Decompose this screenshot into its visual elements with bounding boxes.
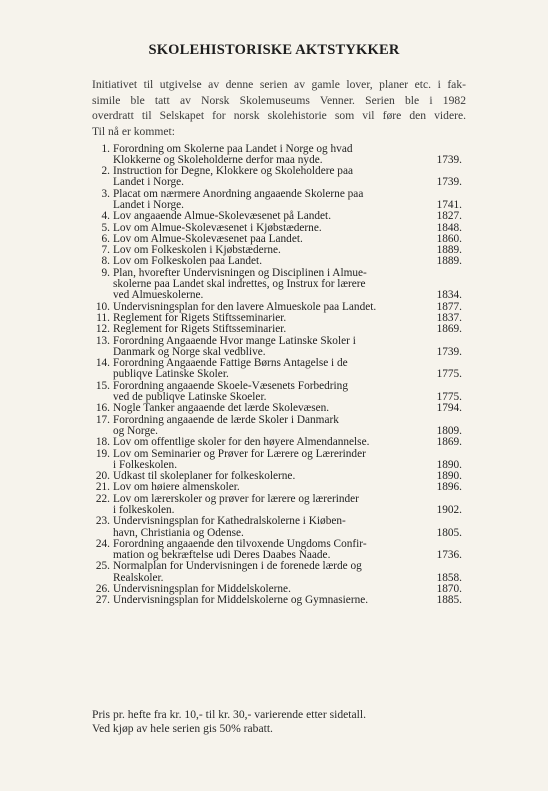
item-year: 1794. — [436, 402, 462, 415]
item-title — [113, 324, 418, 335]
item-title-line: Realskoler. — [113, 571, 164, 584]
item-number: 1. — [101, 142, 110, 155]
item-year: 1869. — [436, 323, 462, 336]
list-item — [92, 437, 464, 448]
item-number: 3. — [101, 187, 110, 200]
item-title-line: Reglement for Rigets Stiftsseminarier. — [113, 311, 287, 324]
item-title-line: Lov om Almue-Skolevæsenet i Kjøbstæderne. — [113, 221, 322, 234]
item-title-line: Nogle Tanker angaaende det lærde Skolevæsen. — [113, 402, 330, 415]
item-title-line: ved de publiqve Latinske Skoeler. — [113, 391, 267, 404]
item-title-line: Undervisningsplan for den lavere Almueskole paa Landet. — [113, 300, 377, 313]
item-title — [113, 268, 418, 302]
item-year: 1827. — [436, 210, 462, 223]
item-year: 1860. — [436, 232, 462, 245]
intro-line: overdratt til Selskapet for norsk skolehistorie som vil føre den videre. — [92, 109, 466, 122]
item-year: 1890. — [436, 458, 462, 471]
list-item — [92, 415, 464, 438]
item-year: 1741. — [436, 198, 462, 211]
price-line: Pris pr. hefte fra kr. 10,- til kr. 30,- varierende etter sidetall. — [92, 708, 366, 721]
item-number: 23. — [95, 515, 110, 528]
item-number: 19. — [95, 447, 110, 460]
item-title-line: Forordning Angaaende Fattige Børns Antagelse i de — [113, 357, 348, 370]
item-title-line: Forordning Angaaende Hvor mange Latinske Skoler i — [113, 334, 356, 347]
item-title-line: Lov om lærerskoler og prøver for lærere og lærerinder — [113, 492, 359, 505]
item-year: 1739. — [436, 153, 462, 166]
item-title-line: Forordning angaaende de lærde Skoler i Danmark — [113, 413, 339, 426]
item-number: 12. — [95, 323, 110, 336]
list-item — [92, 189, 464, 212]
item-title-line: Landet i Norge. — [113, 198, 185, 211]
item-title-line: Udkast til skoleplaner for folkeskolerne. — [113, 470, 296, 483]
item-number: 14. — [95, 357, 110, 370]
item-title-line: Forordning om Skolerne paa Landet i Norge og hvad — [113, 142, 353, 155]
item-year: 1870. — [436, 583, 462, 596]
item-number: 17. — [95, 413, 110, 426]
item-number: 2. — [101, 165, 110, 178]
page-title: SKOLEHISTORISKE AKTSTYKKER — [148, 42, 400, 58]
list-item — [92, 595, 464, 606]
list-item — [92, 324, 464, 335]
item-title — [113, 358, 418, 381]
item-title — [113, 381, 418, 404]
discount-line: Ved kjøp av hele serien gis 50% rabatt. — [92, 722, 273, 735]
item-title-line: Danmark og Norge skal vedblive. — [113, 345, 266, 358]
item-title — [113, 336, 418, 359]
item-year: 1739. — [436, 345, 462, 358]
item-title-line: Placat om nærmere Anordning angaaende Skolerne paa — [113, 187, 364, 200]
item-title — [113, 449, 418, 472]
item-title-line: Lov om Folkeskolen i Kjøbstæderne. — [113, 244, 281, 257]
item-year: 1736. — [436, 549, 462, 562]
list-item — [92, 482, 464, 493]
list-item — [92, 336, 464, 359]
item-title — [113, 482, 418, 493]
item-title-line: Plan, hvorefter Undervisningen og Disciplinen i Almue- — [113, 266, 367, 279]
intro-paragraph — [92, 77, 466, 139]
item-title-line: Lov om offentlige skoler for den høyere Almendannelse. — [113, 436, 370, 449]
item-year: 1805. — [436, 526, 462, 539]
item-title-line: publiqve Latinske Skoler. — [113, 368, 229, 381]
item-title — [113, 437, 418, 448]
item-title — [113, 561, 418, 584]
item-title — [113, 415, 418, 438]
item-year: 1809. — [436, 424, 462, 437]
list-item — [92, 358, 464, 381]
item-title-line: Landet i Norge. — [113, 176, 185, 189]
item-title-line: Instruction for Degne, Klokkere og Skoleholdere paa — [113, 165, 353, 178]
list-item — [92, 211, 464, 222]
item-number: 10. — [95, 300, 110, 313]
item-title-line: Klokkerne og Skoleholderne derfor maa nyde. — [113, 153, 323, 166]
item-number: 22. — [95, 492, 110, 505]
list-item — [92, 449, 464, 472]
item-year: 1739. — [436, 176, 462, 189]
item-year: 1877. — [436, 300, 462, 313]
item-title-line: mation og bekræftelse udi Deres Daabes Naade. — [113, 549, 331, 562]
item-title — [113, 403, 418, 414]
item-year: 1885. — [436, 594, 462, 607]
publication-list — [92, 144, 464, 607]
list-item — [92, 494, 464, 517]
item-number: 4. — [101, 210, 110, 223]
list-item — [92, 516, 464, 539]
item-title-line: havn, Christiania og Odense. — [113, 526, 244, 539]
item-number: 20. — [95, 470, 110, 483]
intro-line: Til nå er kommet: — [92, 124, 175, 138]
item-number: 24. — [95, 537, 110, 550]
item-title-line: Lov om Seminarier og Prøver for Lærere og Lærerinder — [113, 447, 366, 460]
item-title-line: Forordning angaaende den tilvoxende Ungdoms Confir- — [113, 537, 367, 550]
item-title-line: Reglement for Rigets Stiftsseminarier. — [113, 323, 287, 336]
item-number: 5. — [101, 221, 110, 234]
item-number: 16. — [95, 402, 110, 415]
item-number: 25. — [95, 560, 110, 573]
item-year: 1890. — [436, 470, 462, 483]
item-year: 1848. — [436, 221, 462, 234]
item-number: 8. — [101, 255, 110, 268]
item-number: 26. — [95, 583, 110, 596]
item-year: 1889. — [436, 244, 462, 257]
item-year: 1896. — [436, 481, 462, 494]
item-title-line: Undervisningsplan for Middelskolerne. — [113, 583, 291, 596]
item-number: 7. — [101, 244, 110, 257]
item-title-line: Undervisningsplan for Middelskolerne og Gymnasierne. — [113, 594, 369, 607]
item-year: 1869. — [436, 436, 462, 449]
intro-line: simile ble tatt av Norsk Skolemuseums Venner. Serien ble i 1982 — [92, 93, 466, 107]
item-title — [113, 211, 418, 222]
item-year: 1775. — [436, 368, 462, 381]
item-title-line: Lov om høiere almenskoler. — [113, 481, 240, 494]
item-title-line: Forordning angaaende Skoele-Væsenets Forbedring — [113, 379, 348, 392]
list-item — [92, 403, 464, 414]
item-title-line: i folkeskolen. — [113, 504, 175, 516]
list-item — [92, 268, 464, 302]
list-item — [92, 381, 464, 404]
item-title — [113, 189, 418, 212]
list-item — [92, 166, 464, 189]
list-item — [92, 539, 464, 562]
item-title-line: Lov om Almue-Skolevæsenet paa Landet. — [113, 232, 303, 245]
item-year: 1834. — [436, 289, 462, 302]
item-year: 1902. — [436, 504, 462, 516]
item-number: 18. — [95, 436, 110, 449]
item-title — [113, 494, 418, 517]
item-number: 9. — [101, 266, 110, 279]
item-title-line: i Folkeskolen. — [113, 458, 178, 471]
item-title — [113, 166, 418, 189]
item-year: 1858. — [436, 571, 462, 584]
item-number: 11. — [96, 311, 110, 324]
item-title-line: Undervisningsplan for Kathedralskolerne i Kiøben- — [113, 515, 346, 528]
intro-line: Initiativet til utgivelse av denne serien av gamle lover, planer etc. i fak- — [92, 78, 466, 91]
item-title-line: Lov angaaende Almue-Skolevæsenet på Landet. — [113, 210, 332, 223]
item-title-line: ved Almueskolerne. — [113, 289, 204, 302]
item-title-line: skolerne paa Landet skal indrettes, og Instrux for lærere — [113, 278, 366, 291]
item-year: 1889. — [436, 255, 462, 268]
item-title-line: Normalplan for Undervisningen i de forenede lærde og — [113, 560, 362, 573]
item-title — [113, 539, 418, 562]
item-title — [113, 144, 418, 167]
item-year: 1837. — [436, 311, 462, 324]
item-number: 13. — [95, 334, 110, 347]
item-title-line: Lov om Folkeskolen paa Landet. — [113, 255, 263, 268]
list-item — [92, 561, 464, 584]
item-number: 27. — [95, 594, 110, 607]
item-number: 15. — [95, 379, 110, 392]
price-note — [92, 708, 366, 736]
item-title — [113, 516, 418, 539]
list-item — [92, 144, 464, 167]
item-title — [113, 595, 418, 606]
item-number: 21. — [95, 481, 110, 494]
item-year: 1775. — [436, 391, 462, 404]
item-title-line: og Norge. — [113, 424, 158, 437]
item-number: 6. — [101, 232, 110, 245]
